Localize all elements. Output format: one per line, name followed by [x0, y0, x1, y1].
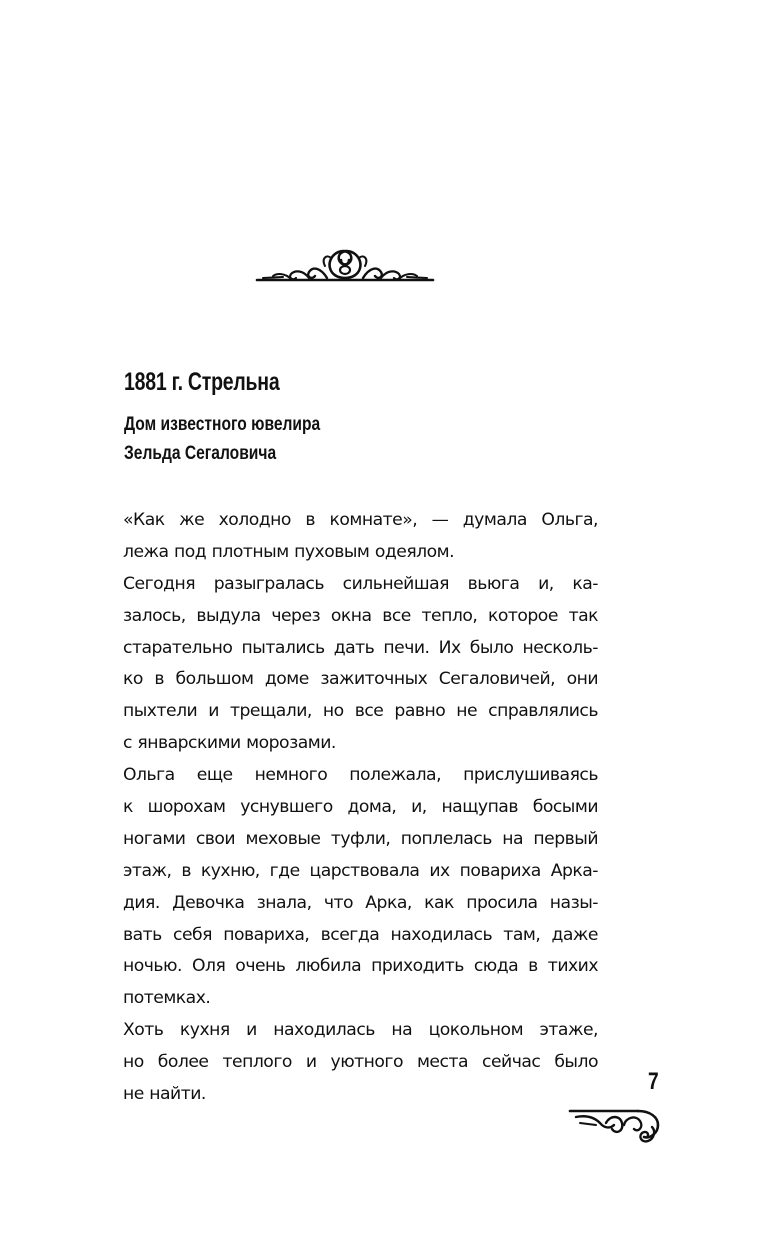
text-line: вать себя повариха, всегда находилась там, даже — [123, 924, 598, 945]
text-line: дия. Девочка знала, что Арка, как просила назы- — [123, 892, 598, 913]
text-line: но более теплого и уютного места сейчас было — [123, 1052, 598, 1073]
text-line: пыхтели и трещали, но все равно не справлялись — [123, 701, 598, 722]
text-line: «Как же холодно в комнате», — думала Ольга, — [123, 510, 598, 530]
text-line: залось, выдула через окна все тепло, которое так — [123, 605, 598, 626]
body-text — [123, 505, 598, 1111]
text-line: Ольга еще немного полежала, прислушиваясь — [123, 765, 598, 786]
text-line: к шорохам уснувшего дома, и, нащупав босыми — [123, 797, 598, 818]
text-line: ногами свои меховые туфли, поплелась на первый — [123, 828, 598, 849]
chapter-subtitle — [124, 410, 320, 468]
chapter-title: 1881 г. Стрельна — [124, 368, 280, 396]
text-line: лежа под плотным пуховым одеялом. — [123, 541, 455, 562]
text-line: ночью. Оля очень любила приходить сюда в тихих — [123, 956, 598, 977]
text-line: с январскими морозами. — [123, 733, 336, 754]
text-line: этаж, в кухню, где царствовала их повариха Арка- — [123, 860, 598, 881]
text-line: потемках. — [123, 988, 211, 1009]
corner-flourish-icon — [566, 1103, 666, 1147]
flourish-ornament-icon — [255, 240, 435, 288]
subtitle-line: Зельда Сегаловича — [124, 442, 277, 464]
text-line: ко в большом доме зажиточных Сегаловичей, они — [123, 669, 598, 690]
text-line: старательно пытались дать печи. Их было несколь- — [123, 637, 598, 658]
text-line: Хоть кухня и находилась на цокольном этаже, — [123, 1020, 598, 1041]
subtitle-line: Дом известного ювелира — [124, 413, 321, 435]
page-number: 7 — [648, 1068, 659, 1095]
text-line: Сегодня разыгралась сильнейшая вьюга и, ка- — [123, 573, 598, 594]
text-line: не найти. — [123, 1084, 206, 1105]
